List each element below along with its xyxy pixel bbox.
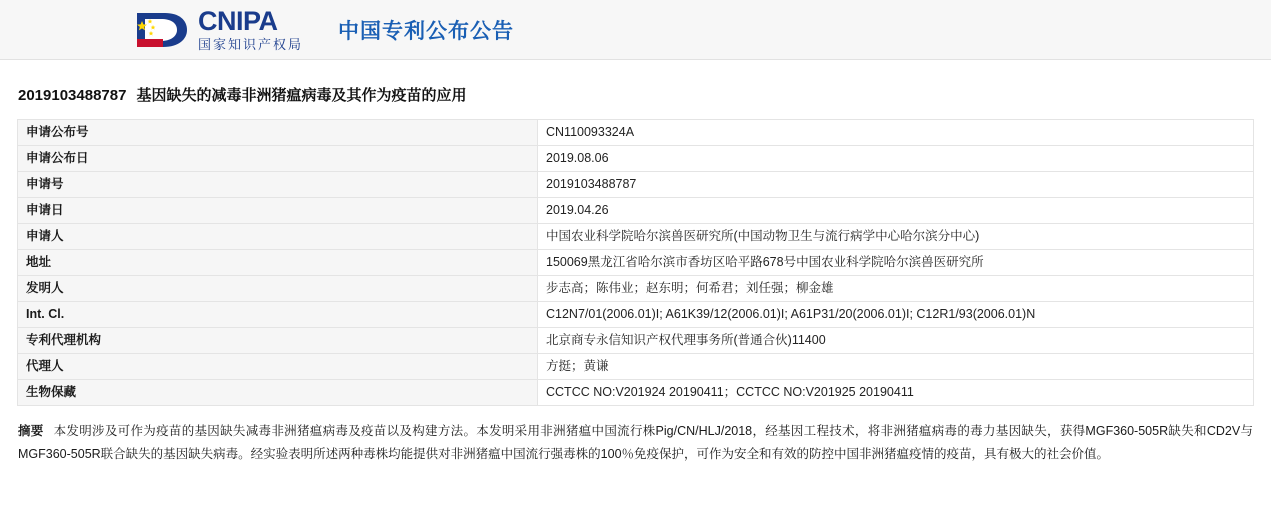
row-value: 步志高；陈伟业；赵东明；何希君；刘任强；柳金雄: [538, 276, 1254, 302]
table-row: [18, 250, 1254, 276]
table-row: [18, 354, 1254, 380]
row-value: 方挺；黄谦: [538, 354, 1254, 380]
row-value: 2019.04.26: [538, 198, 1254, 224]
abstract-text: 本发明涉及可作为疫苗的基因缺失减毒非洲猪瘟病毒及疫苗以及构建方法。本发明采用非洲猪瘟中国流行株Pig/CN/HLJ/2018，经基因工程技术，将非洲猪瘟病毒的毒力基因缺失，获得MGF360-505R缺失和CD2V与MGF360-505R联合缺失的基因缺失病毒。经实验表明所述两种毒株均能提供对非洲猪瘟中国流行强毒株的100％免疫保护，可作为安全和有效的防控中国非洲猪瘟疫情的疫苗，具有极大的社会价值。: [18, 424, 1253, 462]
bibliographic-table: [17, 119, 1254, 406]
table-row: [18, 172, 1254, 198]
site-header: [0, 0, 1271, 60]
row-value: 150069黑龙江省哈尔滨市香坊区哈平路678号中国农业科学院哈尔滨兽医研究所: [538, 250, 1254, 276]
table-row: [18, 120, 1254, 146]
row-value: 2019103488787: [538, 172, 1254, 198]
cnipa-logo: [133, 8, 303, 51]
row-value: 北京商专永信知识产权代理事务所(普通合伙)11400: [538, 328, 1254, 354]
bibliographic-table-body: [18, 120, 1254, 406]
row-value: C12N7/01(2006.01)I; A61K39/12(2006.01)I; A61P31/20(2006.01)I; C12R1/93(2006.01)N: [538, 302, 1254, 328]
row-label: 申请日: [18, 198, 538, 224]
document-heading: [18, 84, 1271, 105]
table-row: [18, 146, 1254, 172]
cnipa-emblem-icon: [133, 9, 191, 51]
row-value: 中国农业科学院哈尔滨兽医研究所(中国动物卫生与流行病学中心哈尔滨分中心): [538, 224, 1254, 250]
row-label: 生物保藏: [18, 380, 538, 406]
row-label: 申请公布日: [18, 146, 538, 172]
row-value: CN110093324A: [538, 120, 1254, 146]
cnipa-logo-chinese: 国家知识产权局: [198, 37, 304, 52]
cnipa-logo-text: [198, 8, 303, 51]
row-label: 专利代理机构: [18, 328, 538, 354]
row-label: 地址: [18, 250, 538, 276]
table-row: [18, 224, 1254, 250]
table-row: [18, 380, 1254, 406]
cnipa-logo-latin: CNIPA: [198, 6, 278, 36]
row-label: Int. Cl.: [18, 302, 538, 328]
table-row: [18, 328, 1254, 354]
abstract-label: 摘要: [18, 424, 44, 438]
abstract-section: [18, 420, 1253, 466]
document-title: 基因缺失的减毒非洲猪瘟病毒及其作为疫苗的应用: [136, 87, 467, 104]
table-row: [18, 198, 1254, 224]
table-row: [18, 276, 1254, 302]
row-label: 代理人: [18, 354, 538, 380]
row-value: CCTCC NO:V201924 20190411；CCTCC NO:V201925 20190411: [538, 380, 1254, 406]
row-label: 申请公布号: [18, 120, 538, 146]
row-label: 申请人: [18, 224, 538, 250]
table-row: [18, 302, 1254, 328]
page-title: 中国专利公布公告: [338, 19, 515, 43]
row-value: 2019.08.06: [538, 146, 1254, 172]
row-label: 申请号: [18, 172, 538, 198]
row-label: 发明人: [18, 276, 538, 302]
document-application-number: 2019103488787: [18, 87, 127, 104]
